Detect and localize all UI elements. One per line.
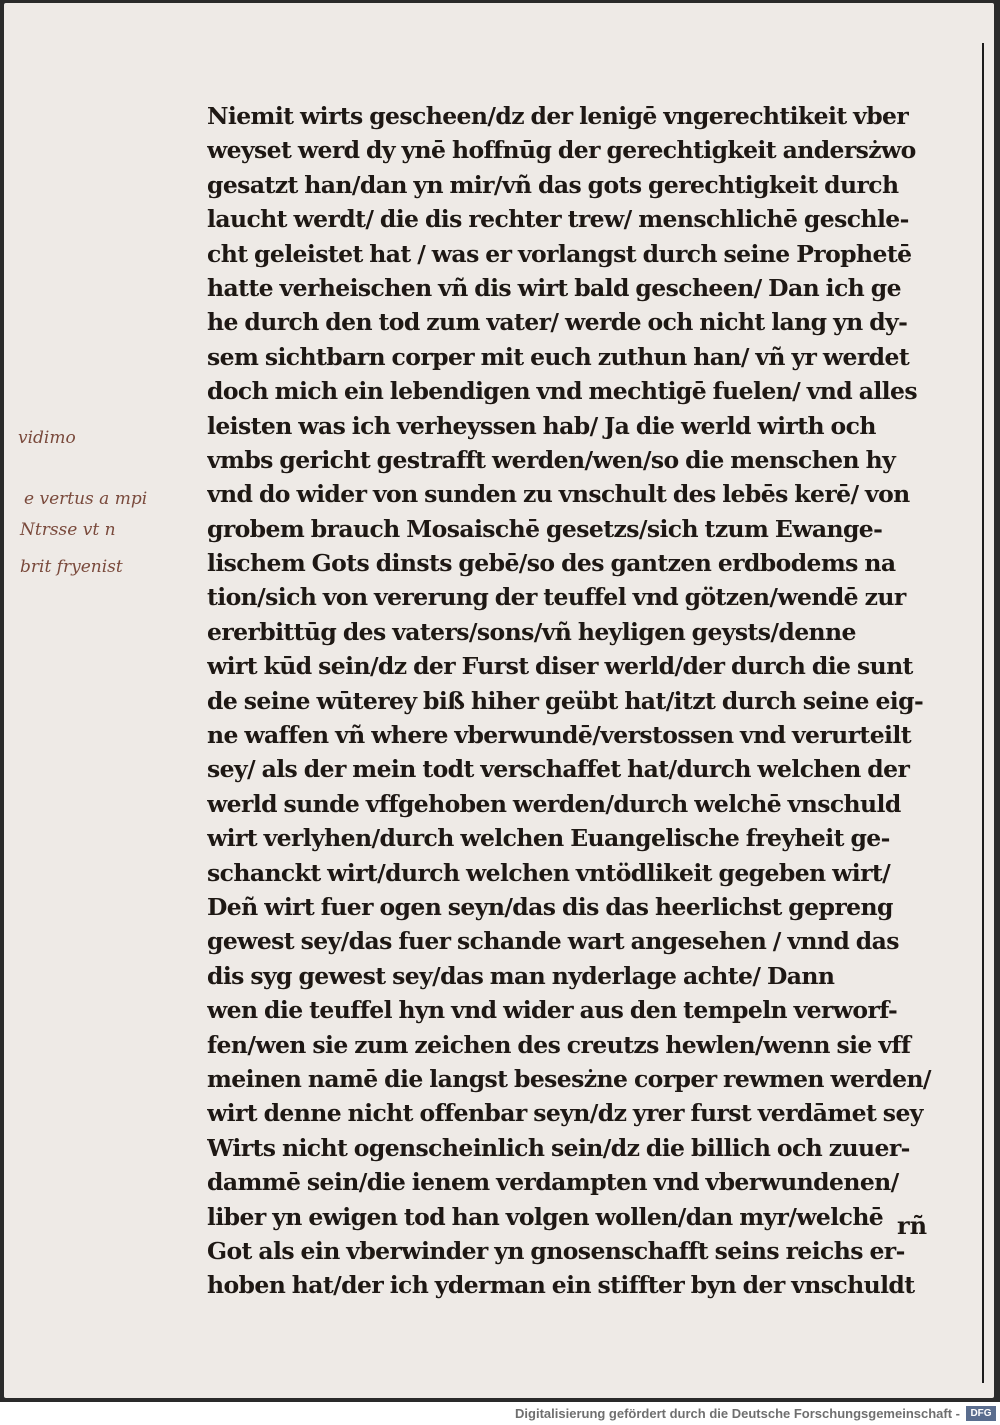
text-line: tion/sich von vererung der teuffel vnd götzen/wendē zur	[207, 583, 906, 612]
footer-bar	[0, 1402, 1000, 1425]
text-line: wirt kūd sein/dz der Furst diser werld/der durch die sunt	[207, 652, 913, 681]
page-text	[207, 99, 945, 1303]
text-line: lischem Gots dinsts gebē/so des gantzen erdbodems na	[207, 549, 896, 578]
text-line: gewest sey/das fuer schande wart angesehen / vnnd das	[207, 927, 899, 956]
text-line: dis syg gewest sey/das man nyderlage achte/ Dann	[207, 961, 835, 990]
text-line: hoben hat/der ich yderman ein stiffter byn der vnschuldt	[207, 1271, 915, 1300]
text-line: vmbs gericht gestrafft werden/wen/so die menschen hy	[207, 445, 896, 474]
text-line: gesatzt han/dan yn mir/vñ das gots gerechtigkeit durch	[207, 170, 899, 199]
marginalia-line: brit fryenist	[20, 557, 123, 577]
footer-credit: Digitalisierung gefördert durch die Deutsche Forschungsgemeinschaft -	[515, 1406, 960, 1421]
text-line: hatte verheischen vñ dis wirt bald gescheen/ Dan ich ge	[207, 273, 901, 302]
text-line: doch mich ein lebendigen vnd mechtigē fuelen/ vnd alles	[207, 377, 917, 406]
text-line: ererbittūg des vaters/sons/vñ heyligen geysts/denne	[207, 617, 856, 646]
text-line: Niemit wirts gescheen/dz der lenigē vngerechtikeit vber	[207, 102, 909, 130]
marginalia	[18, 423, 203, 613]
text-line: fen/wen sie zum zeichen des creutzs hewlen/wenn sie vff	[207, 1030, 911, 1059]
text-line: werld sunde vffgehoben werden/durch welchē vnschuld	[207, 789, 901, 818]
text-line: de seine wūterey biß hiher geübt hat/itzt durch seine eig-	[207, 686, 924, 715]
text-line: sem sichtbarn corper mit euch zuthun han/ vñ yr werdet	[207, 342, 910, 371]
marginalia-line: e vertus a mpi	[24, 489, 148, 509]
text-line: ne waffen vñ where vberwundē/verstossen vnd verurteilt	[207, 721, 911, 750]
text-line: grobem brauch Mosaischē gesetzs/sich tzum Ewange-	[207, 514, 883, 543]
text-line: sey/ als der mein todt verschaffet hat/durch welchen der	[207, 755, 910, 784]
text-line: Got als ein vberwinder yn gnosenschafft seins reichs er-	[207, 1236, 905, 1265]
text-line: schanckt wirt/durch welchen vntödlikeit gegeben wirt/	[207, 858, 891, 887]
marginalia-line: vidimo	[18, 428, 76, 448]
book-page	[4, 3, 994, 1398]
text-line: Deñ wirt fuer ogen seyn/das dis das heerlichst gepreng	[207, 892, 893, 921]
text-line: he durch den tod zum vater/ werde och nicht lang yn dy-	[207, 308, 908, 337]
text-line: wirt denne nicht offenbar seyn/dz yrer furst verdāmet sey	[207, 1099, 923, 1128]
text-line: meinen namē die langst besesżne corper rewmen werden/	[207, 1064, 931, 1093]
signature-mark: rñ	[897, 1211, 928, 1240]
text-line: weyset werd dy ynē hoffnūg der gerechtigkeit andersżwo	[207, 136, 916, 165]
text-line: liber yn ewigen tod han volgen wollen/dan myr/welchē	[207, 1202, 884, 1231]
marginalia-line: Ntrsse vt n	[20, 520, 116, 540]
text-line: wen die teuffel hyn vnd wider aus den tempeln verworf-	[207, 996, 898, 1025]
dfg-logo: DFG	[966, 1406, 996, 1421]
text-line: laucht werdt/ die dis rechter trew/ menschlichē geschle-	[207, 205, 909, 234]
page-edge	[982, 43, 984, 1383]
text-line: cht geleistet hat / was er vorlangst durch seine Prophetē	[207, 239, 912, 268]
text-line: leisten was ich verheyssen hab/ Ja die werld wirth och	[207, 411, 876, 440]
text-line: vnd do wider von sunden zu vnschult des lebēs kerē/ von	[207, 480, 910, 509]
text-line: Wirts nicht ogenscheinlich sein/dz die billich och zuuer-	[207, 1133, 910, 1162]
text-line: dammē sein/die ienem verdampten vnd vberwundenen/	[207, 1168, 899, 1197]
text-line: wirt verlyhen/durch welchen Euangelische freyheit ge-	[207, 824, 890, 853]
